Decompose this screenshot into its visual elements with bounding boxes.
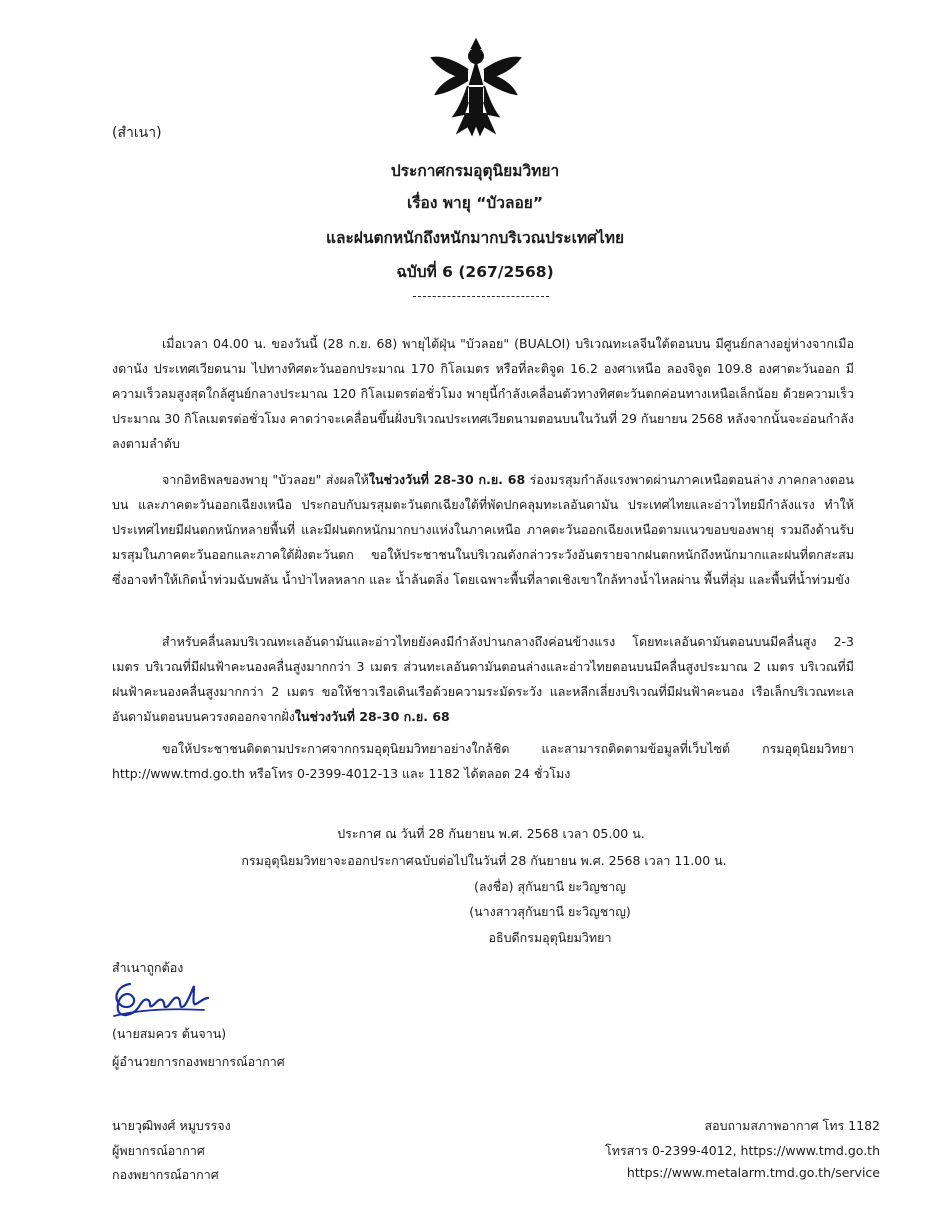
paragraph-storm-position: เมื่อเวลา 04.00 น. ของวันนี้ (28 ก.ย. 68) พายุไต้ฝุ่น "บัวลอย" (BUALOI) บริเวณทะเลจีนใต้ตอนบน มีศูนย์กลางอยู่ห่างจากเมืองดานัง ประเทศเวียดนาม ไปทางทิศตะวันออกประมาณ 170 กิโลเมตร หรือที่ละติจูด 16.2 องศาเหนือ ลองจิจูด 109.8 องศาตะวันออก มีความเร็วลมสูงสุดใกล้ศูนย์กลางประมาณ 120 กิโลเมตรต่อชั่วโมง พายุนี้กำลังเคลื่อนตัวทางทิศตะวันตกค่อนทางเหนือเล็กน้อย ด้วยความเร็วประมาณ 30 กิโลเมตรต่อชั่วโมง คาดว่าจะเคลื่อนขึ้นฝั่งบริเวณประเทศเวียดนามตอนบนในวันที่ 29 กันยายน 2568 หลังจากนั้นจะอ่อนกำลังลงตามลำดับ	[112, 335, 854, 451]
handwritten-signature	[108, 976, 212, 1020]
document-subject-continued: และฝนตกหนักถึงหนักมากบริเวณประเทศไทย	[325, 229, 625, 247]
paragraph-follow-updates: ขอให้ประชาชนติดตามประกาศจากกรมอุตุนิยมวิทยาอย่างใกล้ชิด และสามารถติดตามข้อมูลที่เว็บไซต์ กรมอุตุนิยมวิทยา http://www.tmd.go.th หรือโทร 0-2399-4012-13 และ 1182 ได้ตลอด 24 ชั่วโมง	[112, 740, 854, 781]
paragraph-text: ร่องมรสุมกำลังแรงพาดผ่านภาคเหนือตอนล่าง ภาคกลางตอนบน และภาคตะวันออกเฉียงเหนือ ประกอบกับมรสุมตะวันตกเฉียงใต้ที่พัดปกคลุมทะเลอันดามัน ประเทศไทยและอ่าวไทยมีกำลังแรง ทำให้ประเทศไทยมีฝนตกหนักหลายพื้นที่ และมีฝนตกหนักมากบางแห่งในภาคเหนือ ภาคตะวันออกเฉียงเหนือตามแนวขอบของพายุ รวมถึงด้านรับมรสุมในภาคตะวันออกและภาคใต้ฝั่งตะวันตก ขอให้ประชาชนในบริเวณดังกล่าวระวังอันตรายจากฝนตกหนักถึงหนักมากและฝนที่ตกสะสม ซึ่งอาจทำให้เกิดน้ำท่วมฉับพลัน น้ำป่าไหลหลาก และ น้ำล้นตลิ่ง โดยเฉพาะพื้นที่ลาดเชิงเขาใกล้ทางน้ำไหลผ่าน พื้นที่ลุ่ม และพื้นที่น้ำท่วมขัง	[112, 471, 854, 587]
copy-mark: (สำเนา)	[112, 125, 162, 141]
signatory-signed: (ลงชื่อ) สุกันยานี ยะวิญชาญ	[474, 879, 626, 894]
announcement-date: ประกาศ ณ วันที่ 28 กันยายน พ.ศ. 2568 เวลา 05.00 น.	[337, 826, 645, 841]
paragraph-sea-conditions	[112, 629, 854, 729]
paragraph-text: สำหรับคลื่นลมบริเวณทะเลอันดามันและอ่าวไทยยังคงมีกำลังปานกลางถึงค่อนข้างแรง โดยทะเลอันดามันตอนบนมีคลื่นสูง 2-3 เมตร บริเวณที่มีฝนฟ้าคะนองคลื่นสูงมากกว่า 3 เมตร ส่วนทะเลอันดามันตอนล่างและอ่าวไทยตอนบนมีคลื่นสูงประมาณ 2 เมตร บริเวณที่มีฝนฟ้าคะนองคลื่นสูงมากกว่า 2 เมตร ขอให้ชาวเรือเดินเรือด้วยความระมัดระวัง และหลีกเลี่ยงบริเวณที่มีฝนฟ้าคะนอง เรือเล็กบริเวณทะเลอันดามันตอนบนควรงดออกจากฝั่ง	[112, 633, 854, 724]
certification-label: สำเนาถูกต้อง	[112, 960, 184, 975]
date-range-emphasis: ในช่วงวันที่ 28-30 ก.ย. 68	[294, 708, 450, 724]
garuda-emblem-icon	[428, 36, 524, 140]
next-announcement: กรมอุตุนิยมวิทยาจะออกประกาศฉบับต่อไปในวันที่ 28 กันยายน พ.ศ. 2568 เวลา 11.00 น.	[241, 853, 727, 868]
paragraph-text: จากอิทธิพลของพายุ "บัวลอย" ส่งผลให้	[162, 471, 369, 487]
forecaster-title: ผู้พยากรณ์อากาศ	[112, 1143, 205, 1158]
certifier-name: (นายสมควร ต้นจาน)	[112, 1026, 227, 1041]
forecaster-division: กองพยากรณ์อากาศ	[112, 1167, 219, 1182]
forecaster-name: นายวุฒิพงศ์ หมูบรรจง	[112, 1118, 231, 1133]
certifier-position: ผู้อำนวยการกองพยากรณ์อากาศ	[112, 1054, 285, 1069]
title-divider	[413, 296, 549, 297]
contact-service-url: https://www.metalarm.tmd.go.th/service	[626, 1165, 880, 1180]
contact-fax-website: โทรสาร 0-2399-4012, https://www.tmd.go.th	[605, 1143, 880, 1158]
document-subject: เรื่อง พายุ “บัวลอย”	[406, 194, 544, 212]
signatory-name: (นางสาวสุกันยานี ยะวิญชาญ)	[469, 904, 631, 919]
document-issue-number: ฉบับที่ 6 (267/2568)	[396, 263, 554, 281]
paragraph-storm-impact	[112, 467, 854, 592]
date-range-emphasis: ในช่วงวันที่ 28-30 ก.ย. 68	[368, 471, 526, 487]
document-title: ประกาศกรมอุตุนิยมวิทยา	[390, 162, 560, 180]
contact-phone: สอบถามสภาพอากาศ โทร 1182	[704, 1118, 880, 1133]
signatory-position: อธิบดีกรมอุตุนิยมวิทยา	[488, 930, 612, 945]
